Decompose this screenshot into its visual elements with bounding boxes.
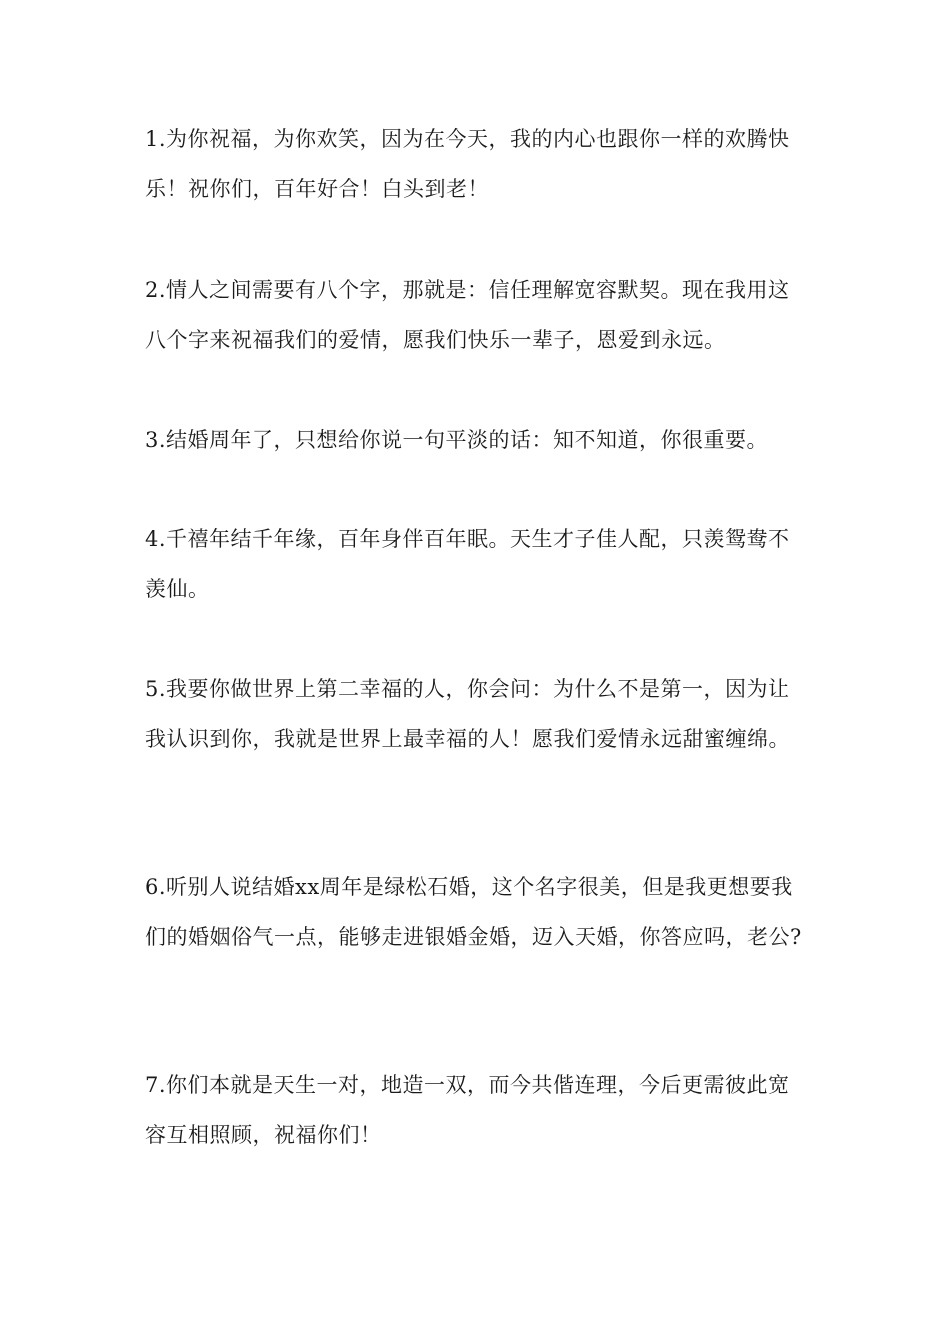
- paragraph-2: 2.情人之间需要有八个字，那就是：信任理解宽容默契。现在我用这八个字来祝福我们的爱情，愿我们快乐一辈子，恩爱到永远。: [145, 278, 790, 352]
- paragraph-4: 4.千禧年结千年缘，百年身伴百年眠。天生才子佳人配，只羡鸳鸯不羡仙。: [145, 527, 790, 601]
- paragraph-1: 1.为你祝福，为你欢笑，因为在今天，我的内心也跟你一样的欢腾快乐！祝你们，百年好合！白头到老！: [145, 127, 790, 201]
- paragraph-5: 5.我要你做世界上第二幸福的人，你会问：为什么不是第一，因为让我认识到你，我就是世界上最幸福的人！愿我们爱情永远甜蜜缠绵。: [145, 677, 790, 751]
- paragraph-3: 3.结婚周年了，只想给你说一句平淡的话：知不知道，你很重要。: [145, 428, 769, 452]
- paragraph-7: 7.你们本就是天生一对，地造一双，而今共偕连理，今后更需彼此宽容互相照顾，祝福你们！: [145, 1073, 790, 1147]
- paragraph-6: 6.听别人说结婚xx周年是绿松石婚，这个名字很美，但是我更想要我们的婚姻俗气一点，能够走进银婚金婚，迈入天婚，你答应吗，老公?: [145, 875, 802, 949]
